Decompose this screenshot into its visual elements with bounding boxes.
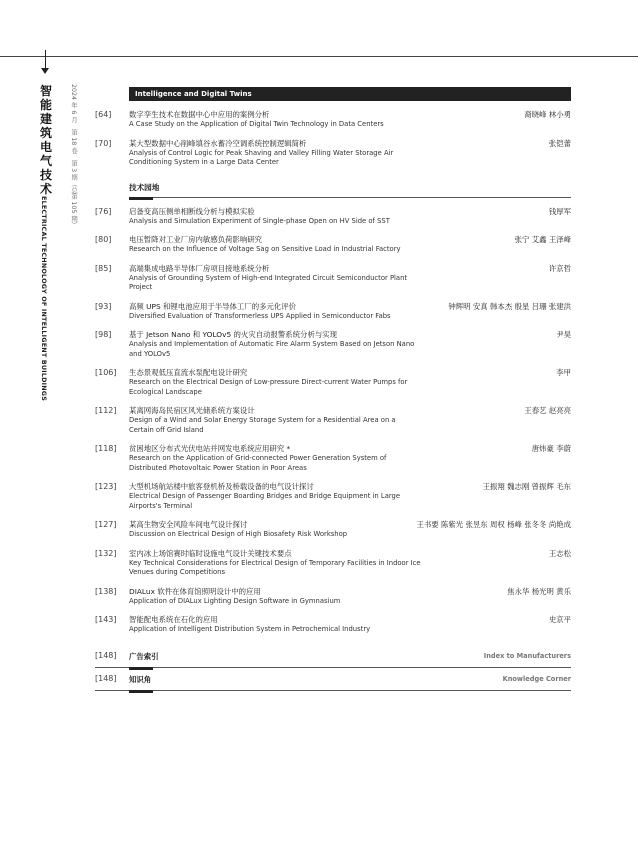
toc-entry[interactable] [95,207,571,227]
index-row[interactable] [95,649,571,668]
toc-entry[interactable] [95,444,571,473]
article-authors: 史京平 [548,615,571,624]
entry-body [129,110,571,130]
section-underline [129,197,153,200]
page-number: [132] [95,548,117,558]
page-number: [76] [95,206,112,216]
index-label-en: Knowledge Corner [502,674,571,683]
article-title-cn: 室内冰上场馆赛时临时设施电气设计关键技术要点 [129,548,292,558]
index-label-cn: 广告索引 [129,651,159,661]
article-title-cn: 智能配电系统在石化的应用 [129,615,218,624]
page-number: [106] [95,368,117,377]
article-title-cn: 大型机场航站楼中旅客登机桥及桥载设备的电气设计探讨 [129,482,314,491]
article-title-en: Research on the Influence of Voltage Sag on Sensitive Load in Industrial Factory [129,245,401,253]
page-number: [148] [95,650,117,660]
toc-entry[interactable] [95,235,571,255]
toc-entry[interactable] [95,482,571,511]
article-title-en: Electrical Design of Passenger Boarding Bridges and Bridge Equipment in Large Airports's Terminal [129,492,401,510]
row-underline [129,667,153,670]
entry-body [129,444,571,473]
article-title-cn: 数字孪生技术在数据中心中应用的案例分析 [129,110,270,119]
article-title-cn: 启备变高压侧单相断线分析与模拟实验 [129,206,255,216]
issue-info: 2024 年 6 月 第 18 卷 第 3 期（总第 105 期） [70,84,77,228]
toc-entry[interactable] [95,520,571,540]
article-authors: 许京哲 [548,263,571,273]
article-title-en: Research on the Electrical Design of Low-pressure Direct-current Water Pumps for Ecological Landscape [129,378,408,396]
section-digital-twins-list [95,110,571,168]
page-number: [127] [95,520,117,529]
article-title-cn: 电压暂降对工业厂房内敏感负荷影响研究 [129,235,263,244]
toc-entry[interactable] [95,139,571,168]
article-authors: 李甲 [556,368,571,377]
page-number: [64] [95,110,112,119]
index-rows [95,649,571,691]
section-title: 技术园地 [129,182,160,192]
article-authors: 王春艺 赵亮亮 [524,406,571,415]
article-authors: 焦永华 杨光明 黄乐 [507,586,571,596]
article-authors: 王振翔 魏志刚 曾振辉 毛东 [482,482,571,491]
entry-body [129,330,571,359]
article-authors: 王志松 [548,548,571,558]
article-authors: 裔晓峰 林小勇 [524,110,571,119]
entry-body [129,235,571,255]
page-number: [98] [95,330,112,339]
journal-title-cn: 智 能 建 筑 电 气 技 术 [39,84,52,196]
article-title-en: Analysis and Simulation Experiment of Single-phase Open on HV Side of SST [129,216,390,225]
top-rule [0,56,638,57]
toc-entry[interactable] [95,110,571,130]
entry-body [129,615,571,635]
journal-title-en: ELECTRICAL TECHNOLOGY OF INTELLIGENT BUILDINGS [40,196,48,401]
page-number: [123] [95,482,117,491]
article-title-cn: 生态景观低压直流水泵配电设计研究 [129,368,248,377]
arrow-head-icon [41,68,49,74]
entry-body [129,587,571,607]
article-title-cn: 贫困地区分布式光伏电站并网发电系统应用研究 * [129,444,291,453]
article-title-cn: 某大型数据中心削峰填谷水蓄冷空调系统控制逻辑简析 [129,138,307,148]
article-title-en: Analysis of Control Logic for Peak Shaving and Valley Filling Water Storage Air Conditioning System in a Large Data Center [129,148,394,166]
article-title-cn: 高频 UPS 和锂电池应用于半导体工厂的多元化评价 [129,301,297,311]
page-number: [143] [95,615,117,624]
entry-body [129,520,571,540]
section-header-digital-twins: Intelligence and Digital Twins [129,87,571,101]
article-title-en: Application of DIALux Lighting Design Software in Gymnasium [129,596,341,605]
toc-entry[interactable] [95,587,571,607]
article-title-en: Design of a Wind and Solar Energy Storage System for a Residential Area on a Certain off Grid Island [129,416,396,434]
section-header-tech-garden [129,182,571,198]
page-number: [80] [95,235,112,244]
article-title-en: Analysis of Grounding System of High-end Integrated Circuit Semiconductor Plant Project [129,273,408,291]
entry-body [129,207,571,227]
article-authors: 钟辉明 安真 韩本杰 殷星 吕珊 张建洪 [448,301,571,311]
page-number: [85] [95,263,112,273]
toc-entry[interactable] [95,549,571,578]
page-number: [70] [95,138,112,148]
index-row[interactable] [95,672,571,691]
entry-body [129,264,571,293]
article-title-en: A Case Study on the Application of Digital Twin Technology in Data Centers [129,120,384,128]
article-title-en: Diversified Evaluation of Transformerless UPS Applied in Semiconductor Fabs [129,311,391,320]
article-title-en: Research on the Application of Grid-connected Power Generation System of Distributed Photovoltaic Power Station in Poor Areas [129,454,387,472]
page-number: [112] [95,406,117,415]
contents [95,87,571,691]
toc-entry[interactable] [95,302,571,322]
entry-body [129,139,571,168]
toc-entry[interactable] [95,264,571,293]
article-authors: 张宁 艾鑫 王泽峰 [514,235,571,244]
index-label-cn: 知识角 [129,674,152,684]
article-title-en: Application of Intelligent Distribution System in Petrochemical Industry [129,625,371,633]
article-title-en: Discussion on Electrical Design of High Biosafety Risk Workshop [129,530,348,538]
toc-entry[interactable] [95,406,571,435]
article-authors: 钱厚军 [548,206,571,216]
article-title-en: Analysis and Implementation of Automatic Fire Alarm System Based on Jetson Nano and YOLOv5 [129,340,415,358]
toc-entry[interactable] [95,330,571,359]
page-number: [138] [95,586,117,596]
entry-body [129,302,571,322]
row-underline [129,690,153,693]
down-arrow-icon [45,50,46,70]
page-number: [148] [95,673,117,683]
entry-body [129,482,571,511]
article-title-cn: DIALux 软件在体育馆照明设计中的应用 [129,586,261,596]
entry-body [129,368,571,397]
article-title-cn: 某离网海岛民宿区风光储系统方案设计 [129,406,255,415]
section-tech-garden-list [95,207,571,635]
page-number: [118] [95,444,117,453]
entry-body [129,406,571,435]
index-label-en: Index to Manufacturers [483,651,571,660]
toc-entry[interactable] [95,368,571,397]
article-title-cn: 基于 Jetson Nano 和 YOLOv5 的火灾自动报警系统分析与实现 [129,330,338,339]
article-authors: 尹昊 [556,330,571,339]
article-title-en: Key Technical Considerations for Electrical Design of Temporary Facilities in Indoor Ice Venues during Competitions [129,558,421,576]
article-authors: 唐炜豪 李蔚 [531,444,571,453]
page-number: [93] [95,301,112,311]
article-title-cn: 某高生物安全风险车间电气设计探讨 [129,520,248,529]
article-title-cn: 高端集成电路半导体厂房项目接地系统分析 [129,263,270,273]
article-authors: 王书要 陈紫光 张昱东 周权 杨峰 张冬冬 尚艳成 [416,520,571,529]
article-authors: 张铠蕾 [548,138,571,148]
entry-body [129,549,571,578]
toc-entry[interactable] [95,615,571,635]
